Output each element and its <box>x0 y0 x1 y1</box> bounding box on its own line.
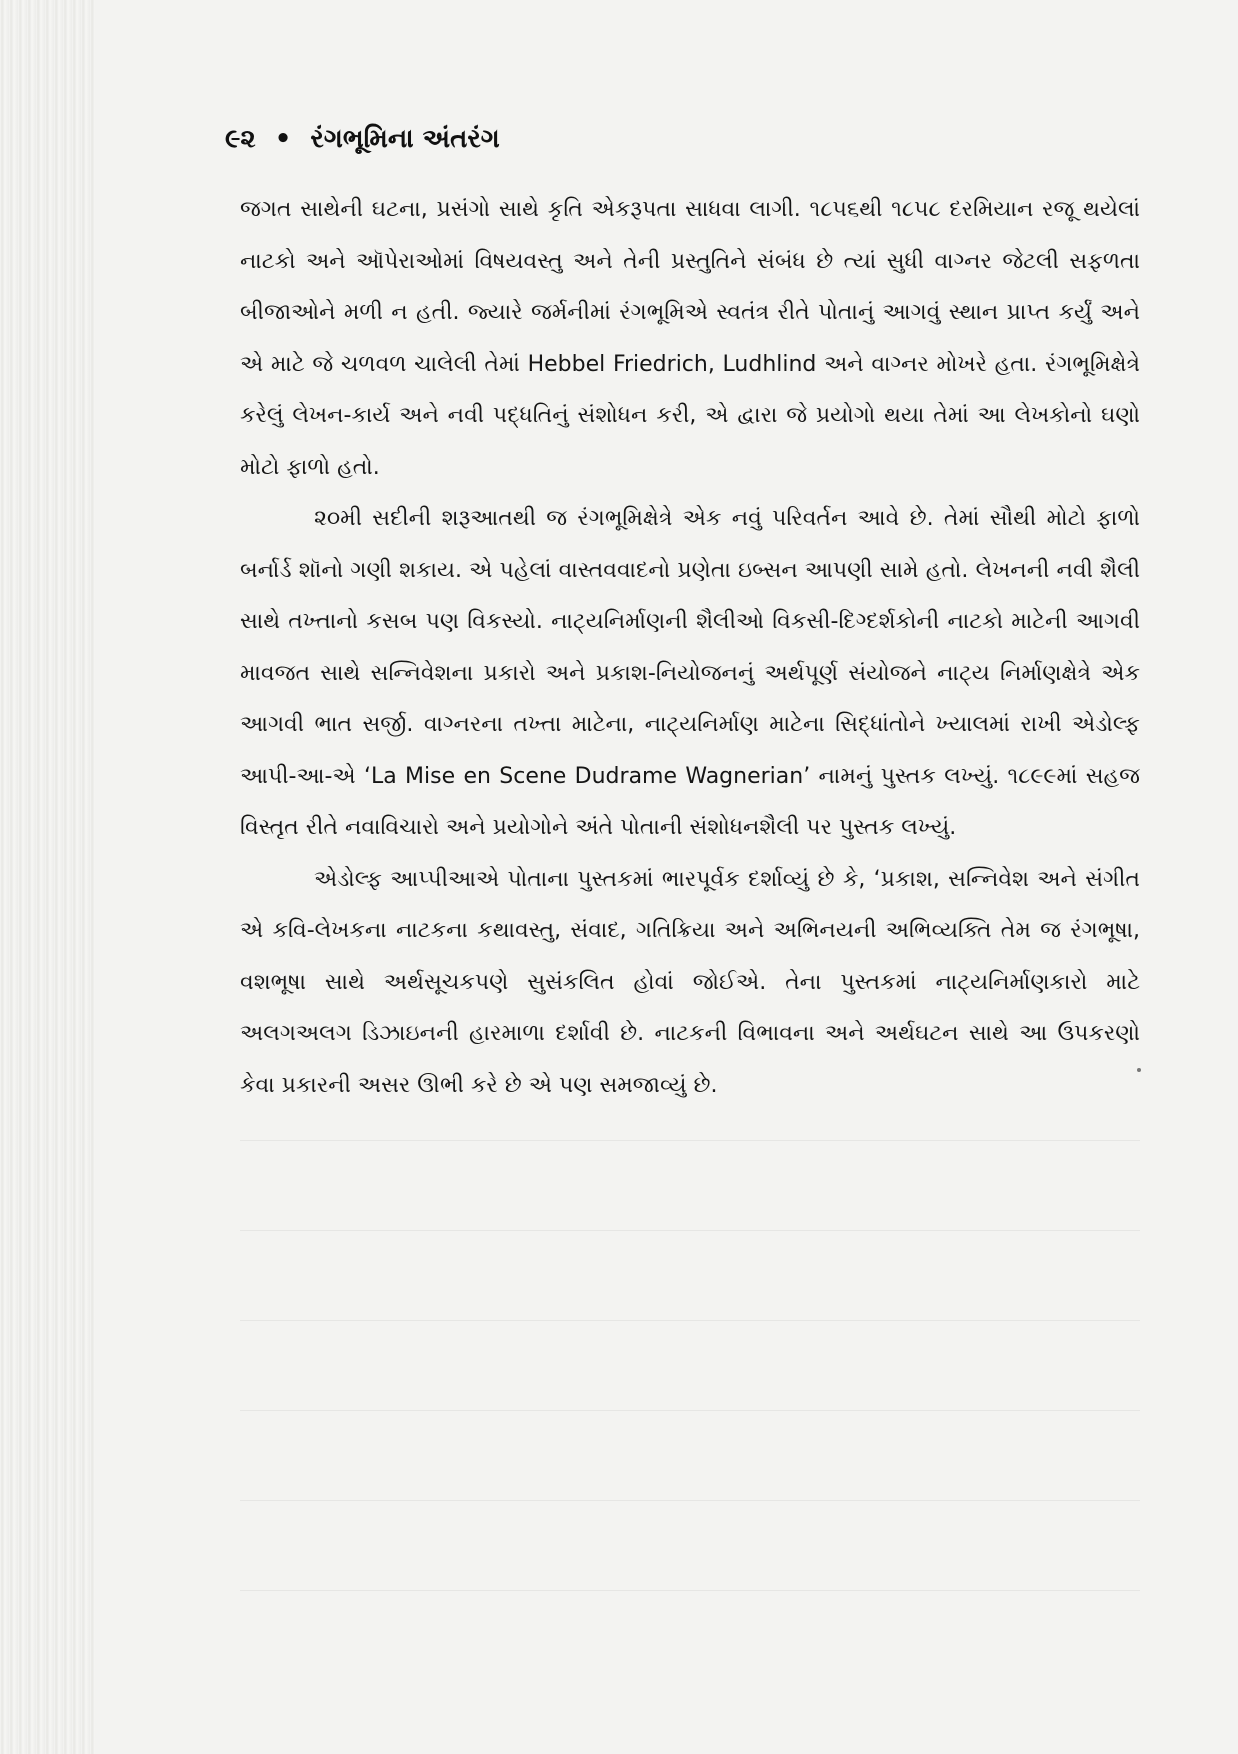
show-through-line <box>240 1230 1140 1251</box>
show-through-line <box>240 1500 1140 1521</box>
show-through-line <box>240 1410 1140 1431</box>
show-through-line <box>240 1320 1140 1341</box>
book-title: રંગભૂમિના અંતરંગ <box>310 124 500 154</box>
header-separator: • <box>274 124 292 154</box>
paragraph: ૨૦મી સદીની શરૂઆતથી જ રંગભૂમિક્ષેત્રે એક નવું પરિવર્તન આવે છે. તેમાં સૌથી મોટો ફાળો બર્નાર્ડ શૉનો ગણી શકાય. એ પહેલાં વાસ્તવવાદનો પ્રણેતા ઇબ્સન આપણી સામે હતો. લેખનની નવી શૈલી સાથે તખ્તાનો કસબ પણ વિકસ્યો. નાટ્યનિર્માણની શૈલીઓ વિકસી-દિગ્દર્શકોની નાટકો માટેની આગવી માવજત સાથે સન્નિવેશના પ્રકારો અને પ્રકાશ-નિયોજનનું અર્થપૂર્ણ સંયોજને નાટ્ય નિર્માણક્ષેત્રે એક આગવી ભાત સર્જી. વાગ્નરના તખ્તા માટેના, નાટ્યનિર્માણ માટેના સિદ્ધાંતોને ખ્યાલમાં રાખી એડોલ્ફ આપી-આ-એ ‘La Mise en Scene Dudrame Wagnerian’ નામનું પુસ્તક લખ્યું. ૧૮૯૯માં સહજ વિસ્તૃત રીતે નવાવિચારો અને પ્રયોગોને અંતે પોતાની સંશોધનશૈલી પર પુસ્તક લખ્યું. <box>240 506 1140 840</box>
page-number: ૯૨ <box>225 124 256 154</box>
show-through-line <box>240 1140 1140 1161</box>
paragraph: એડોલ્ફ આપ્પીઆએ પોતાના પુસ્તકમાં ભારપૂર્વક દર્શાવ્યું છે કે, ‘પ્રકાશ, સન્નિવેશ અને સંગીત એ કવિ-લેખકના નાટકના કથાવસ્તુ, સંવાદ, ગતિક્રિયા અને અભિનયની અભિવ્યક્તિ તેમ જ રંગભૂષા, વશભૂષા સાથે અર્થસૂચકપણે સુસંકલિત હોવાં જોઈએ. તેના પુસ્તકમાં નાટ્યનિર્માણકારો માટે અલગઅલગ ડિઝાઇનની હારમાળા દર્શાવી છે. નાટકની વિભાવના અને અર્થઘટન સાથે આ ઉપકરણો કેવા પ્રકારની અસર ઊભી કરે છે એ પણ સમજાવ્યું છે. <box>240 866 1140 1098</box>
running-header <box>225 124 500 155</box>
body-text <box>240 184 1140 1111</box>
page-edge-shadow <box>0 0 95 1754</box>
show-through-line <box>240 1590 1140 1611</box>
paragraph: જગત સાથેની ઘટના, પ્રસંગો સાથે કૃતિ એકરૂપતા સાધવા લાગી. ૧૮૫૬થી ૧૮૫૮ દરમિયાન રજૂ થયેલાં નાટકો અને ઑપેરાઓમાં વિષયવસ્તુ અને તેની પ્રસ્તુતિને સંબંધ છે ત્યાં સુધી વાગ્નર જેટલી સફળતા બીજાઓને મળી ન હતી. જ્યારે જર્મનીમાં રંગભૂમિએ સ્વતંત્ર રીતે પોતાનું આગવું સ્થાન પ્રાપ્ત કર્યું અને એ માટે જે ચળવળ ચાલેલી તેમાં Hebbel Friedrich, Ludhlind અને વાગ્નર મોખરે હતા. રંગભૂમિક્ષેત્રે કરેલું લેખન-કાર્ય અને નવી પદ્ધતિનું સંશોધન કરી, એ દ્વારા જે પ્રયોગો થયા તેમાં આ લેખકોનો ઘણો મોટો ફાળો હતો. <box>240 197 1140 480</box>
